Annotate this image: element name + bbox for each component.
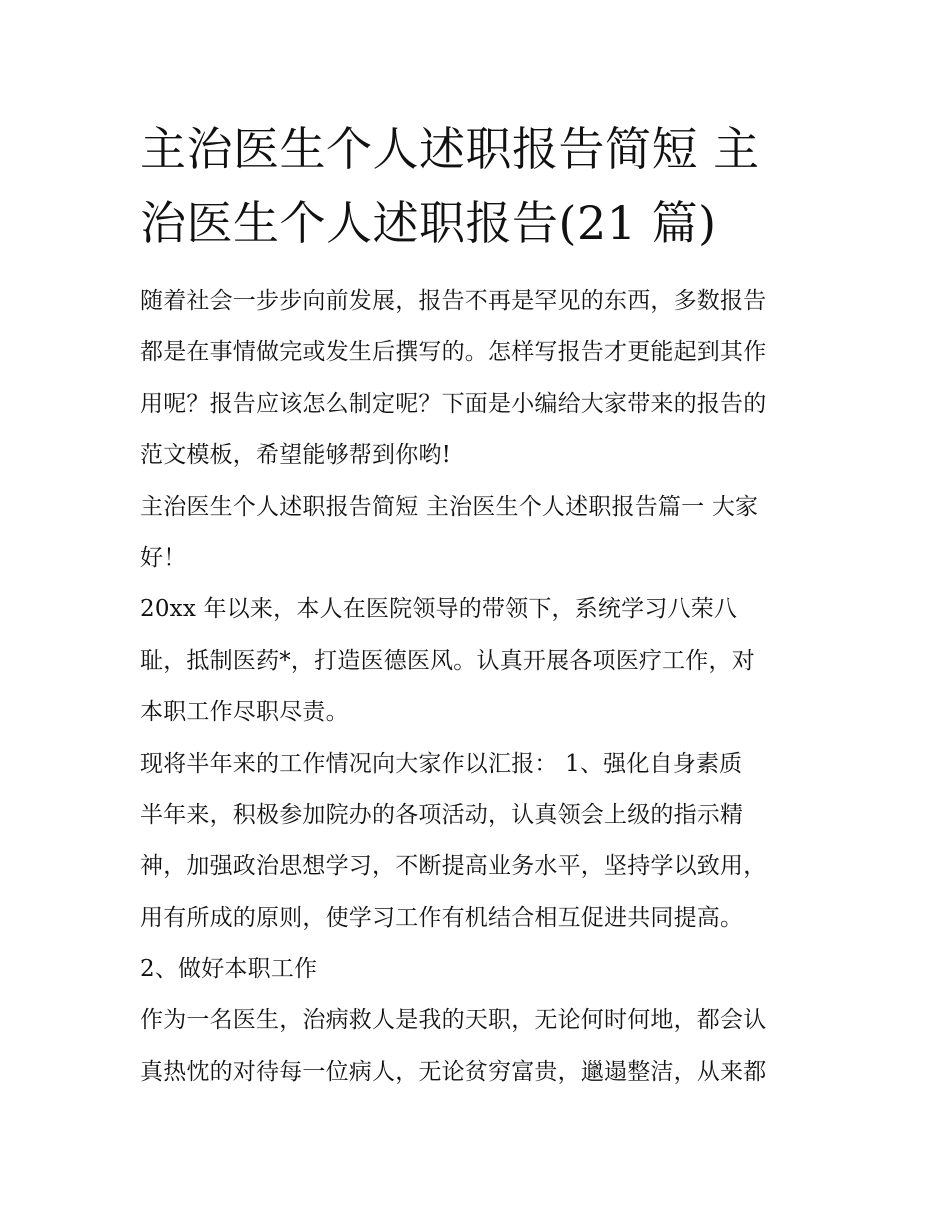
body-line: 用呢？报告应该怎么制定呢？下面是小编给大家带来的报告的 xyxy=(140,390,767,417)
title-line-1: 主治医生个人述职报告简短 主 xyxy=(140,122,760,176)
body-line: 现将半年来的工作情况向大家作以汇报： 1、强化自身素质 xyxy=(140,750,743,777)
body-line: 2、做好本职工作 xyxy=(140,956,318,983)
body-line: 本职工作尽职尽责。 xyxy=(140,699,349,726)
body-line: 随着社会一步步向前发展，报告不再是罕见的东西，多数报告 xyxy=(140,288,767,314)
body-line: 神，加强政治思想学习，不断提高业务水平，坚持学以致用， xyxy=(140,853,767,880)
body-line: 真热忱的对待每一位病人，无论贫穷富贵，邋遢整洁，从来都 xyxy=(140,1058,767,1085)
body-line: 主治医生个人述职报告简短 主治医生个人述职报告篇一 大家 xyxy=(140,493,759,520)
document-title xyxy=(140,112,830,260)
body-line: 耻，抵制医药*，打造医德医风。认真开展各项医疗工作，对 xyxy=(140,647,755,674)
title-line-2: 治医生个人述职报告(21 篇) xyxy=(140,196,717,250)
body-line: 作为一名医生，治病救人是我的天职，无论何时何地，都会认 xyxy=(140,1007,767,1034)
body-line: 20xx 年以来，本人在医院领导的带领下，系统学习八荣八 xyxy=(140,596,738,623)
body-line: 用有所成的原则，使学习工作有机结合相互促进共同提高。 xyxy=(140,904,744,931)
body-line: 好！ xyxy=(140,544,187,571)
document-body xyxy=(140,276,840,1098)
body-line: 范文模板，希望能够帮到你哟! xyxy=(140,442,452,469)
body-line: 半年来，积极参加院办的各项活动，认真领会上级的指示精 xyxy=(140,801,744,828)
body-line: 都是在事情做完或发生后撰写的。怎样写报告才更能起到其作 xyxy=(140,339,767,366)
